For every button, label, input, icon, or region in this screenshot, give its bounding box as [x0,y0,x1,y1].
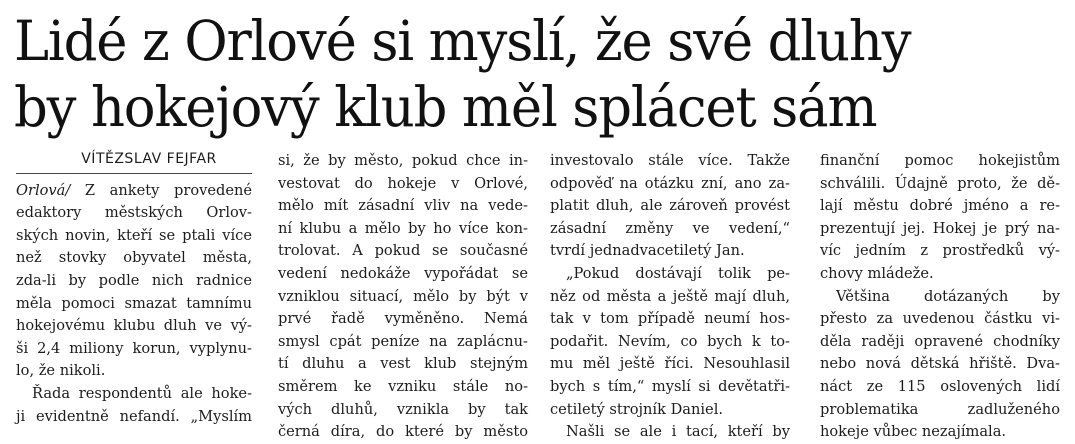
text-line: ši 2,4 miliony korun, vyplynu- [16,339,252,357]
text-line: podařit. Nevím, co bych k to- [550,332,790,350]
text-line: ní klubu a mělo by ho více kon- [278,219,528,237]
text-line: směrem ke vzniku stále no- [278,377,528,395]
text-fragment: Z ankety provedené [70,181,252,199]
text-line: cetiletý strojník Daniel. [550,400,723,418]
text-line: odpověď na otázku zní, ano za- [550,174,790,192]
text-line: děla raději opravené chodníky [820,332,1060,350]
text-line: hokeje vůbec nezajímala. [820,423,1007,441]
text-line: Většina dotázaných by [836,287,1060,305]
dateline: Orlová/ [16,181,71,199]
text-line: vestovat do hokeje v Orlové, [278,174,528,192]
text-line: edaktory městských Orlov- [16,204,252,222]
text-line: „Pokud dostávají tolik pe- [566,264,790,282]
text-line: Řada respondentů ale hoke- [32,384,252,402]
text-line: víc jedním z prostředků vý- [820,242,1060,260]
text-line: prezentují jej. Hokej je prý na- [820,219,1060,237]
text-line: náct ze 115 oslovených lidí [820,377,1060,395]
text-line: investovalo stále více. Takže [550,152,790,169]
article-headline [14,8,1022,140]
text-line: ských novin, kteří se ptali více [16,226,252,244]
text-line: než stovky obyvatel města, [16,249,252,267]
text-line: si, že by město, pokud chce in- [278,152,528,169]
article-column-3 [550,150,790,444]
text-line: vedení nedokáže vypořádat se [278,264,528,282]
article-column-2 [278,150,528,444]
text-line: trolovat. A pokud se současné [278,242,528,260]
text-line: tí dluhu a vest klub stejným [278,355,528,373]
text-line: nebo nová dětská hřiště. Dva- [820,355,1060,373]
text-line: lají městu dobré jméno a re- [820,197,1060,215]
text-line: něz od města a ještě mají dluh, [550,287,790,305]
text-line: ji evidentně nefandí. „Myslím [16,407,252,425]
author-byline: VÍTĚZSLAV FEJFAR [16,150,252,174]
text-line: černá díra, do které by město [278,423,528,441]
text-line: smysl cpát peníze na zaplácnu- [278,332,528,350]
text-line: tak v tom případě neumí hos- [550,310,790,328]
text-line: problematika zadluženého [820,400,1060,418]
text-line: finanční pomoc hokejistům [820,152,1060,169]
text-line: hokejovému klubu dluh ve vý- [16,317,252,335]
text-line: mu měl ještě říci. Nesouhlasil [550,355,790,373]
text-line: vých dluhů, vznikla by tak [278,400,528,418]
text-line: vzniklou situací, mělo by být v [278,287,528,305]
text-line: měla pomoci smazat tamnímu [16,294,252,312]
text-line: přesto za uvedenou částku vi- [820,310,1060,328]
text-line: platit dluh, ale zároveň provést [550,197,790,215]
text-line: prvé řadě vyměněno. Nemá [278,310,528,328]
text-line: zda-li by podle nich radnice [16,271,252,289]
text-line: schválili. Údajně proto, že dě- [820,174,1060,192]
text-line [16,180,252,203]
article-column-4 [820,150,1060,444]
article-column-1 [16,150,252,428]
text-line: lo, že nikoli. [16,362,106,380]
text-line: bych s tím,“ myslí si devětatři- [550,377,790,395]
headline-line: by hokejový klub měl splácet sám [14,75,877,139]
text-line: chovy mládeže. [820,264,934,282]
text-line: mělo mít zásadní vliv na vede- [278,197,528,215]
text-line: tvrdí jednadvacetiletý Jan. [550,242,745,260]
text-line: zásadní změny ve vedení,“ [550,219,790,237]
headline-line: Lidé z Orlové si myslí, že své dluhy [14,9,911,73]
text-line: Našli se ale i tací, kteří by [566,423,790,441]
